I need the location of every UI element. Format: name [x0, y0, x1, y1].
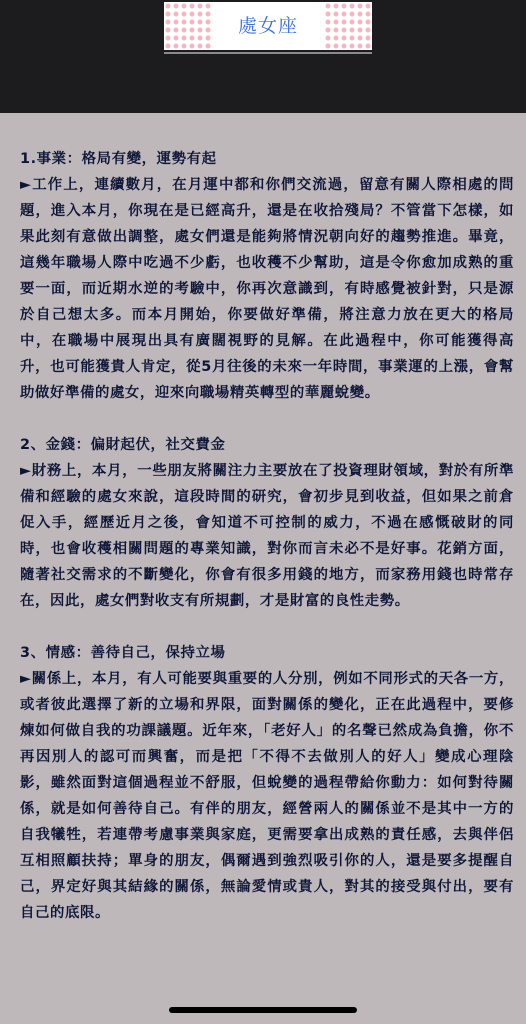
section-body [20, 172, 514, 406]
page-title: 處女座 [237, 15, 298, 37]
section-heading: 2、金錢：偏財起伏，社交費金 [20, 437, 226, 453]
section-body [20, 458, 514, 614]
section-career [20, 146, 514, 406]
polka-dot-pattern-left [164, 2, 212, 50]
section-money [20, 432, 514, 614]
section-relationship [20, 640, 514, 926]
section-heading: 1.事業：格局有變，運勢有起 [20, 151, 217, 167]
section-text: 財務上，本月，一些朋友將關注力主要放在了投資理財領域，對於有所準備和經驗的處女來說，這段時間的研究，會初步見到收益，但如果之前倉促入手，經歷近月之後，會知道不可控制的威力，不過在感慨破財的同時，也會收穫相關問題的專業知識，對你而言未必不是好事。花銷方面，隨著社交需求的不斷變化，你會有很多用錢的地方，而家務用錢也時常存在，因此，處女們對收支有所規劃，才是財富的良性走勢。 [20, 463, 514, 609]
triangle-bullet-icon: ► [20, 463, 32, 479]
home-indicator[interactable] [169, 1007, 357, 1013]
section-text: 關係上，本月，有人可能要與重要的人分別，例如不同形式的天各一方，或者彼此選擇了新的立場和界限，面對關係的變化，正在此過程中，要修煉如何做自我的功課議題。近年來，「老好人」的名聲已然成為負擔，你不再因別人的認可而興奮，而是把「不得不去做別人的好人」變成心理陰影，雖然面對這個過程並不舒服，但蛻變的過程帶給你動力：如何對待關係，就是如何善待自己。有伴的朋友，經營兩人的關係並不是其中一方的自我犧牲，若連帶考慮事業與家庭，更需要拿出成熟的責任感，去與伴侶互相照顧扶持；單身的朋友，偶爾遇到強烈吸引你的人，還是要多提醒自己，界定好與其結緣的關係，無論愛情或貴人，對其的接受與付出，要有自己的底限。 [20, 671, 514, 921]
section-heading: 3、情感：善待自己，保持立場 [20, 645, 226, 661]
title-banner [164, 2, 372, 50]
section-text: 工作上，連續數月，在月運中都和你們交流過，留意有關人際相處的問題，進入本月，你現在是已經高升，還是在收拾殘局？不管當下怎樣，如果此刻有意做出調整，處女們還是能夠將情況朝向好的趨勢推進。畢竟，這幾年職場人際中吃過不少虧，也收穫不少幫助，這是令你愈加成熟的重要一面，而近期水逆的考驗中，你再次意識到，有時感覺被針對，只是源於自己想太多。而本月開始，你要做好準備，將注意力放在更大的格局中，在職場中展現出具有廣闊視野的見解。在此過程中，你可能獲得高升，也可能獲貴人肯定，從5月往後的未來一年時間，事業運的上漲，會幫助做好準備的處女，迎來向職場精英轉型的華麗蛻變。 [20, 177, 514, 401]
title-underline [164, 52, 372, 54]
triangle-bullet-icon: ► [20, 671, 32, 687]
triangle-bullet-icon: ► [20, 177, 32, 193]
section-body [20, 666, 514, 926]
polka-dot-pattern-right [324, 2, 372, 50]
article-content [20, 146, 514, 952]
